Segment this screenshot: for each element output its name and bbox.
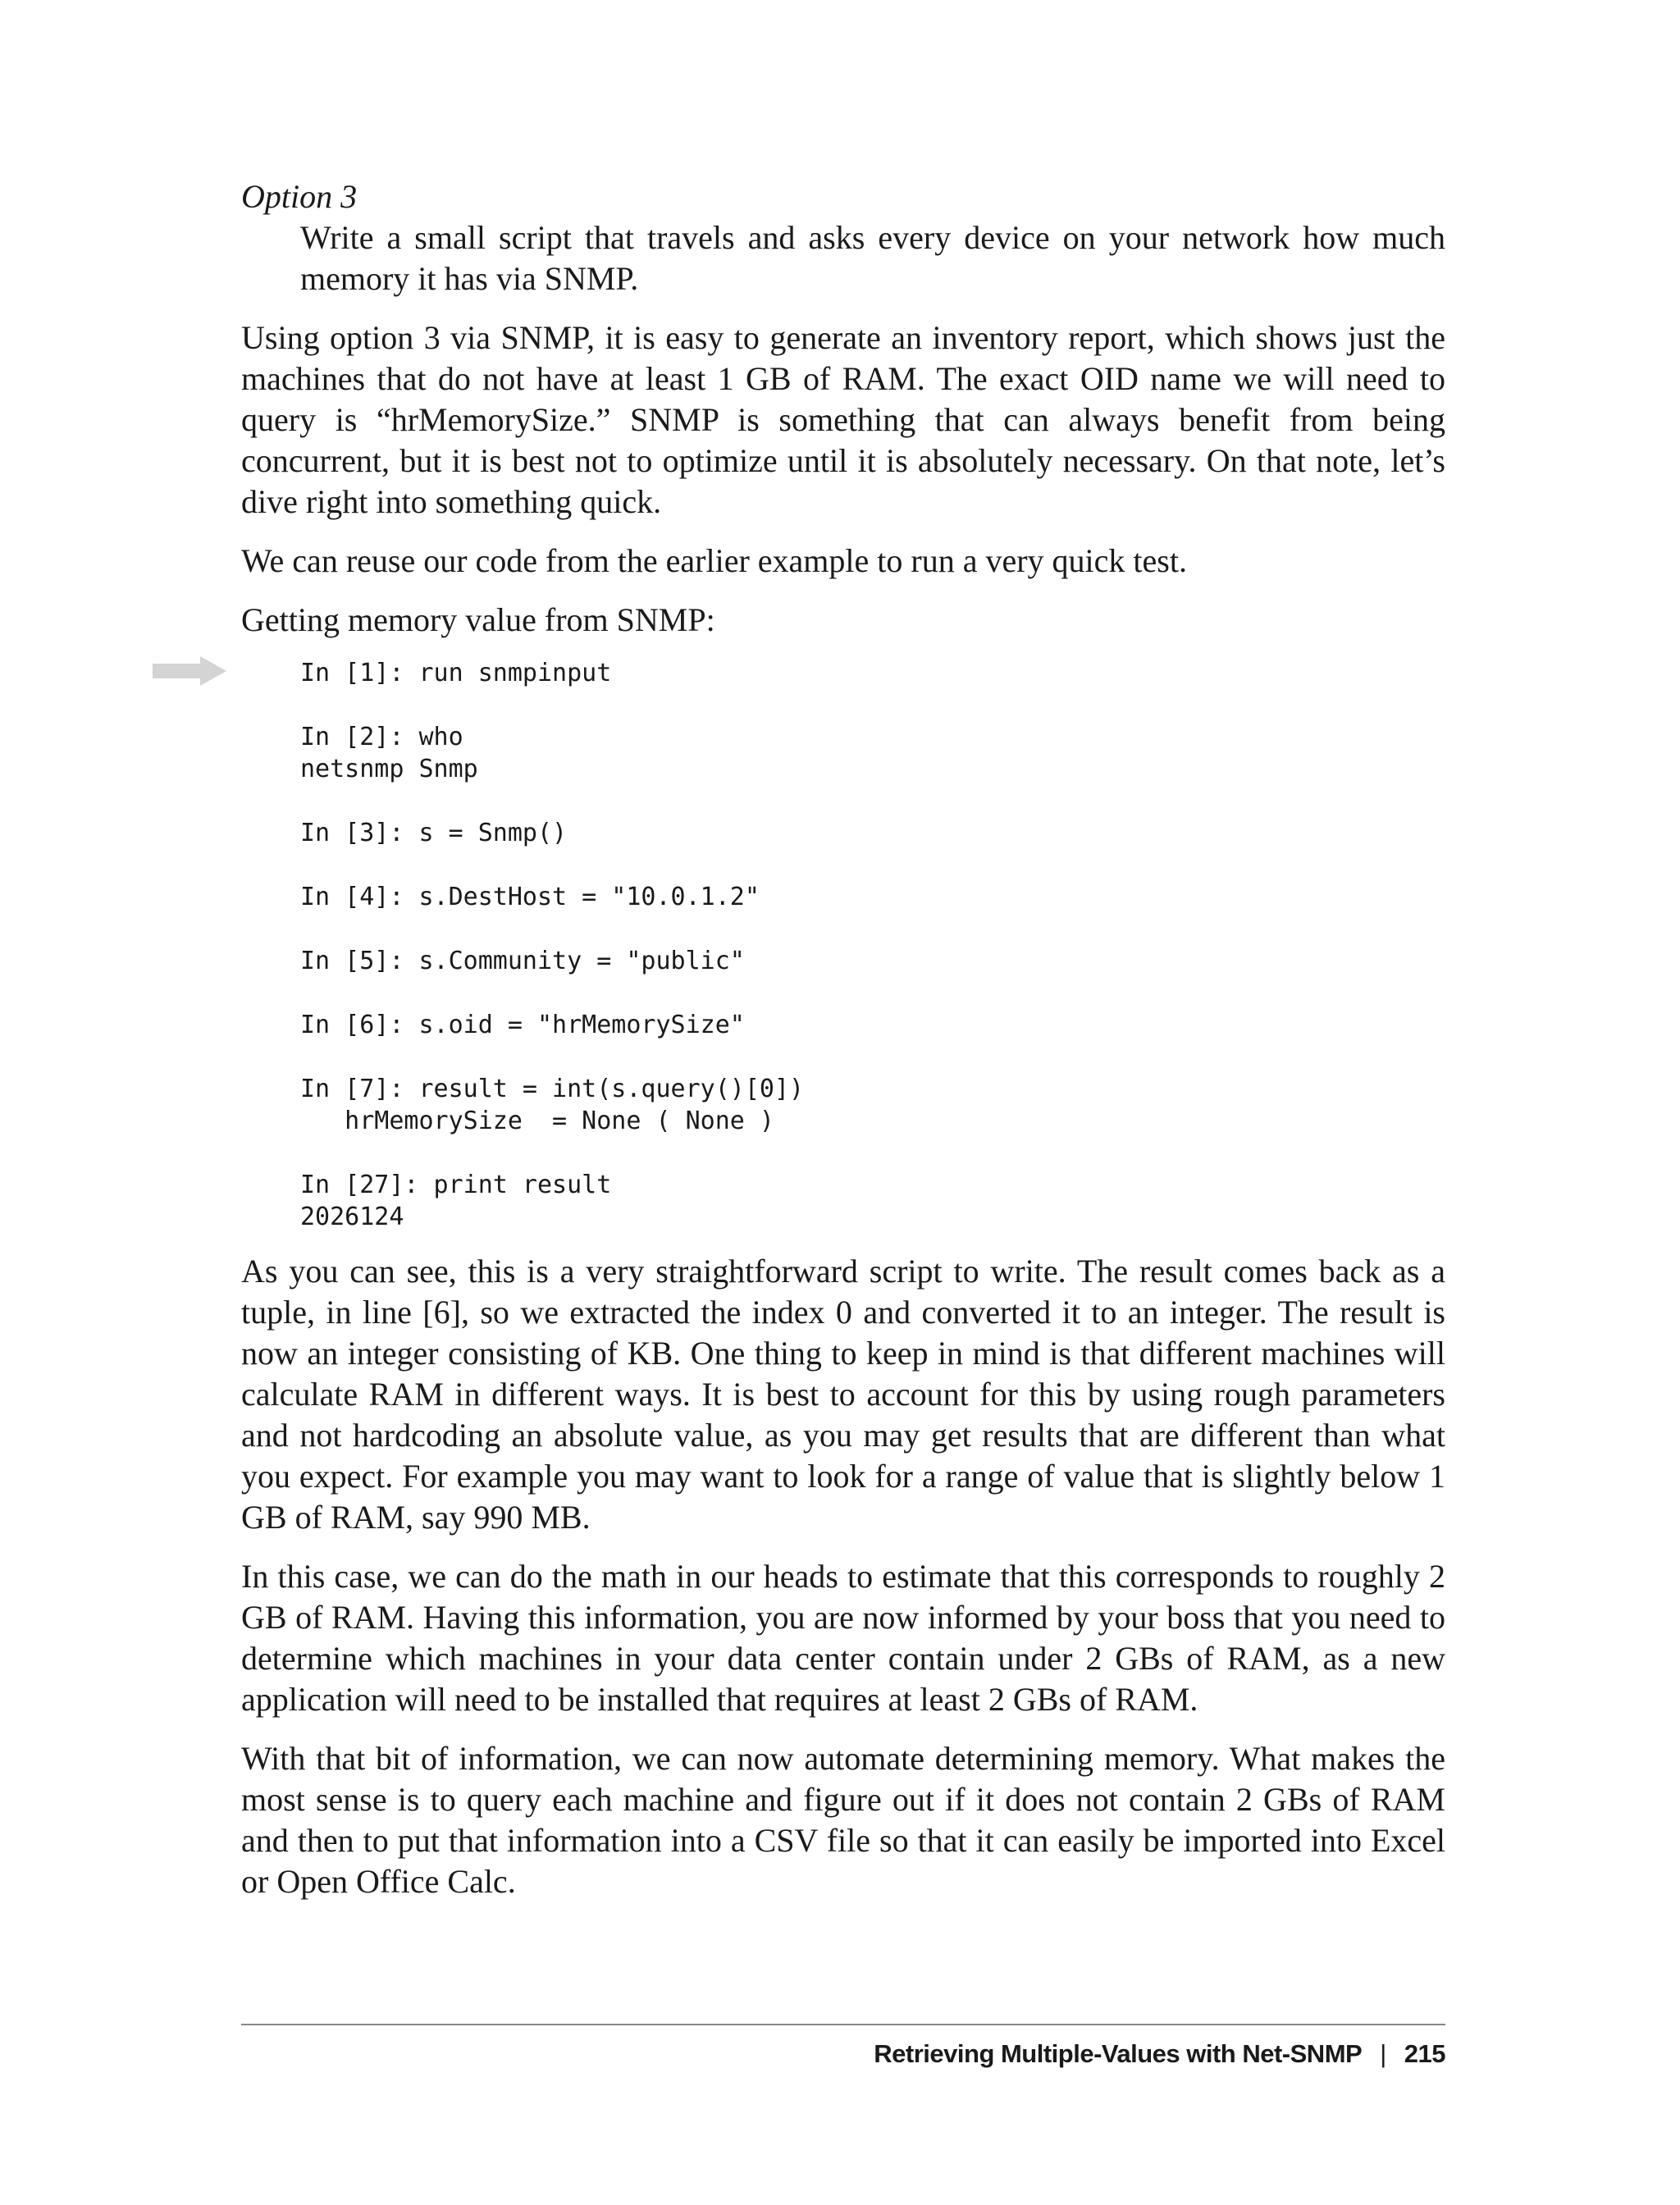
body-paragraph: Using option 3 via SNMP, it is easy to generate an inventory report, which shows just the machines that do not have at least 1 GB of RAM. The exact OID name we will need to query is “hrMemorySize.” SNMP is something that can always benefit from being concurrent, but it is best not to optimize until it is absolutely necessary. On that note, let’s dive right into something quick. — [241, 319, 1445, 520]
footer-section-title: Retrieving Multiple-Values with Net-SNMP — [874, 2039, 1363, 2068]
code-block: In [1]: run snmpinput In [2]: who netsnmp Snmp In [3]: s = Snmp() In [4]: s.DestHost = "10.0.1.2" In [5]: s.Community = "public" In [6]: s.oid = "hrMemorySize" In [7]: result = int(s.query()[0]) hrMemorySize = None ( None ) In [27]: print result 2026124 — [300, 659, 805, 1231]
body-paragraph: In this case, we can do the math in our heads to estimate that this corresponds to roughly 2 GB of RAM. Having this information, you are now informed by your boss that you need to determine which machines in your data center contain under 2 GBs of RAM, as a new application will need to be installed that requires at least 2 GBs of RAM. — [241, 1558, 1445, 1718]
footer-separator: | — [1380, 2039, 1386, 2068]
body-paragraph: With that bit of information, we can now automate determining memory. What makes the most sense is to query each machine and figure out if it does not contain 2 GBs of RAM and then to put that information into a CSV file so that it can easily be imported into Excel or Open Office Calc. — [241, 1740, 1445, 1900]
body-paragraph: Getting memory value from SNMP: — [241, 601, 715, 638]
option-description: Write a small script that travels and asks every device on your network how much memory it has via SNMP. — [300, 219, 1445, 297]
right-arrow-icon — [153, 656, 226, 686]
body-paragraph: As you can see, this is a very straightforward script to write. The result comes back as a tuple, in line [6], so we extracted the index 0 and converted it to an integer. The result is now an integer consisting of KB. One thing to keep in mind is that different machines will calculate RAM in different ways. It is best to account for this by using rough parameters and not hardcoding an absolute value, as you may get results that are different than what you expect. For example you may want to look for a range of value that is slightly below 1 GB of RAM, say 990 MB. — [241, 1253, 1445, 1536]
page-footer — [241, 2036, 1445, 2072]
body-paragraph: We can reuse our code from the earlier example to run a very quick test. — [241, 542, 1187, 579]
page-body — [241, 176, 1445, 1902]
footer-divider — [241, 2024, 1445, 2025]
page-number: 215 — [1404, 2039, 1445, 2068]
option-term: Option 3 — [241, 178, 358, 215]
